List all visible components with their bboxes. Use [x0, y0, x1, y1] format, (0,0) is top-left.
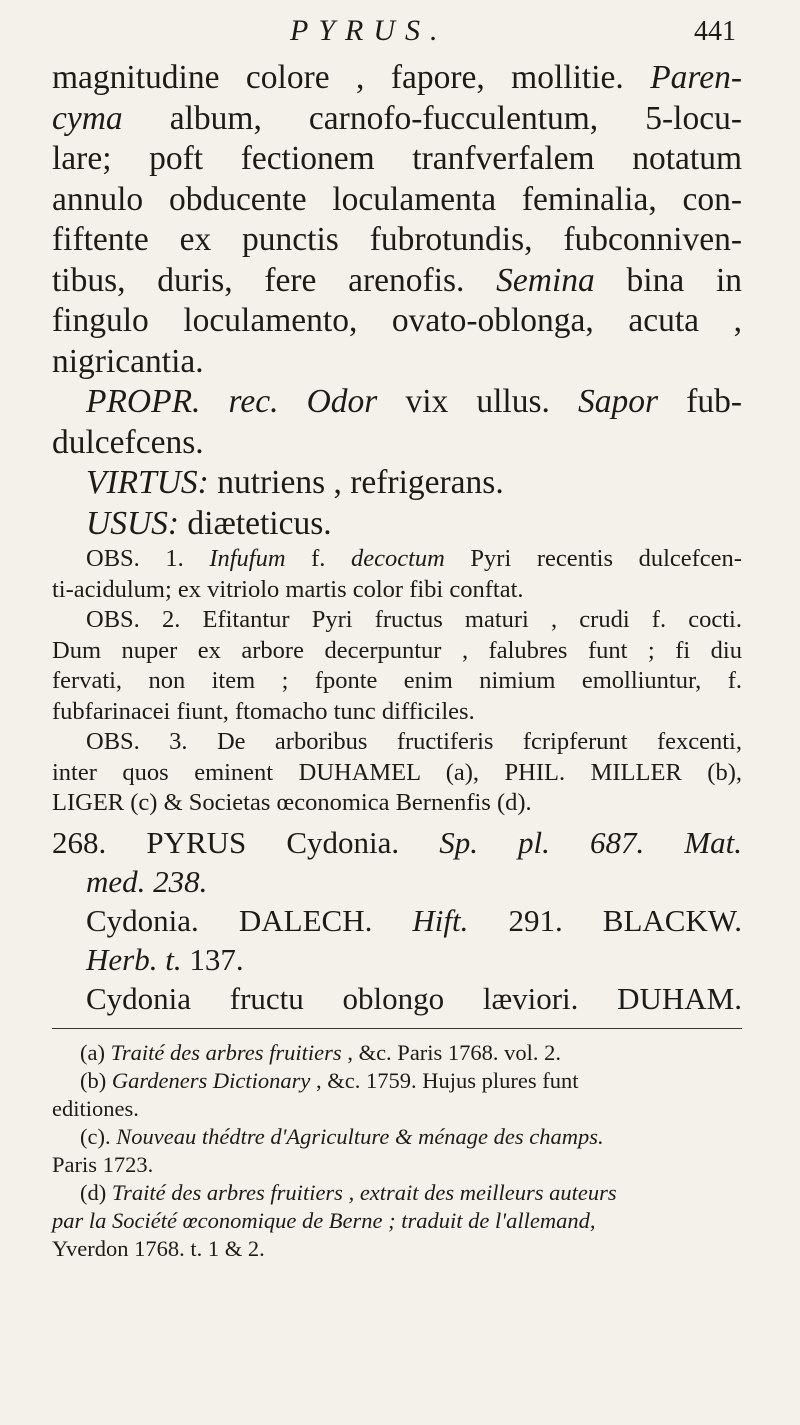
- text-line: tibus, duris, fere arenofis. Semina bina in: [52, 261, 742, 299]
- entry-synonym-2: Cydonia fructu oblongo læviori. DUHAM.: [86, 980, 742, 1016]
- page-number: 441: [694, 16, 736, 47]
- properties-line-2: dulcefcens.: [52, 423, 204, 461]
- footnote-line: (a) Traité des arbres fruitiers , &c. Paris 1768. vol. 2.: [80, 1039, 562, 1065]
- footnote-divider: [52, 1028, 742, 1029]
- text-line: lare; poft fectionem tranfverfalem notatum: [52, 140, 742, 177]
- entry-line-2: med. 238.: [86, 863, 208, 899]
- observation-line: LIGER (c) & Societas œconomica Bernenfis (d).: [52, 789, 532, 816]
- entry-line-4: Herb. t. 137.: [86, 941, 244, 977]
- properties-line: PROPR. rec. Odor vix ullus. Sapor fub-: [86, 383, 743, 420]
- footnote-line: par la Société œconomique de Berne ; traduit de l'allemand,: [52, 1207, 596, 1233]
- usus-line: USUS: diæteticus.: [86, 504, 332, 542]
- entry-heading: 268. PYRUS Cydonia. Sp. pl. 687. Mat.: [52, 824, 742, 860]
- footnote-line: Paris 1723.: [52, 1151, 154, 1177]
- observation-line: Dum nuper ex arbore decerpuntur , falubres funt ; fi diu: [52, 636, 742, 664]
- entry-synonym-1: Cydonia. DALECH. Hift. 291. BLACKW.: [86, 902, 743, 938]
- text-line: cyma album, carnofo-fucculentum, 5-locu-: [52, 99, 742, 137]
- footnote-line: (b) Gardeners Dictionary , &c. 1759. Hujus plures funt: [80, 1067, 579, 1093]
- footnote-line: (c). Nouveau thédtre d'Agriculture & ménage des champs.: [80, 1123, 604, 1149]
- observation-line: OBS. 1. Infufum f. decoctum Pyri recentis dulcefcen-: [86, 545, 742, 572]
- observation-line: OBS. 3. De arboribus fructiferis fcripferunt fexcenti,: [86, 728, 742, 755]
- observation-line: OBS. 2. Efitantur Pyri fructus maturi , crudi f. cocti.: [86, 606, 742, 633]
- text-line: annulo obducente loculamenta feminalia, con-: [52, 180, 742, 218]
- footnote-line: editiones.: [52, 1095, 139, 1121]
- observation-line: fubfarinacei fiunt, ftomacho tunc difficiles.: [52, 697, 475, 725]
- description-paragraph: [52, 58, 742, 382]
- running-header: [52, 10, 742, 58]
- virtus-line: VIRTUS: nutriens , refrigerans.: [86, 464, 504, 501]
- observation-line: ti-acidulum; ex vitriolo martis color fibi conftat.: [52, 575, 524, 603]
- text-line: fingulo loculamento, ovato-oblonga, acuta ,: [52, 302, 742, 339]
- running-title: PYRUS.: [290, 14, 448, 47]
- observation-line: fervati, non item ; fponte enim nimium emolliuntur, f.: [52, 667, 742, 694]
- main-text: [52, 58, 742, 544]
- text-line: nigricantia.: [52, 342, 204, 380]
- observation-line: inter quos eminent DUHAMEL (a), PHIL. MILLER (b),: [52, 758, 742, 786]
- footnotes: [52, 1039, 742, 1263]
- footnote-line: (d) Traité des arbres fruitiers , extrait des meilleurs auteurs: [80, 1179, 617, 1205]
- text-line: magnitudine colore , fapore, mollitie. Paren-: [52, 59, 742, 96]
- footnote-line: Yverdon 1768. t. 1 & 2.: [52, 1235, 265, 1261]
- observations: [52, 544, 742, 819]
- species-entry: [52, 823, 742, 1018]
- text-line: fiftente ex punctis fubrotundis, fubconniven-: [52, 221, 742, 258]
